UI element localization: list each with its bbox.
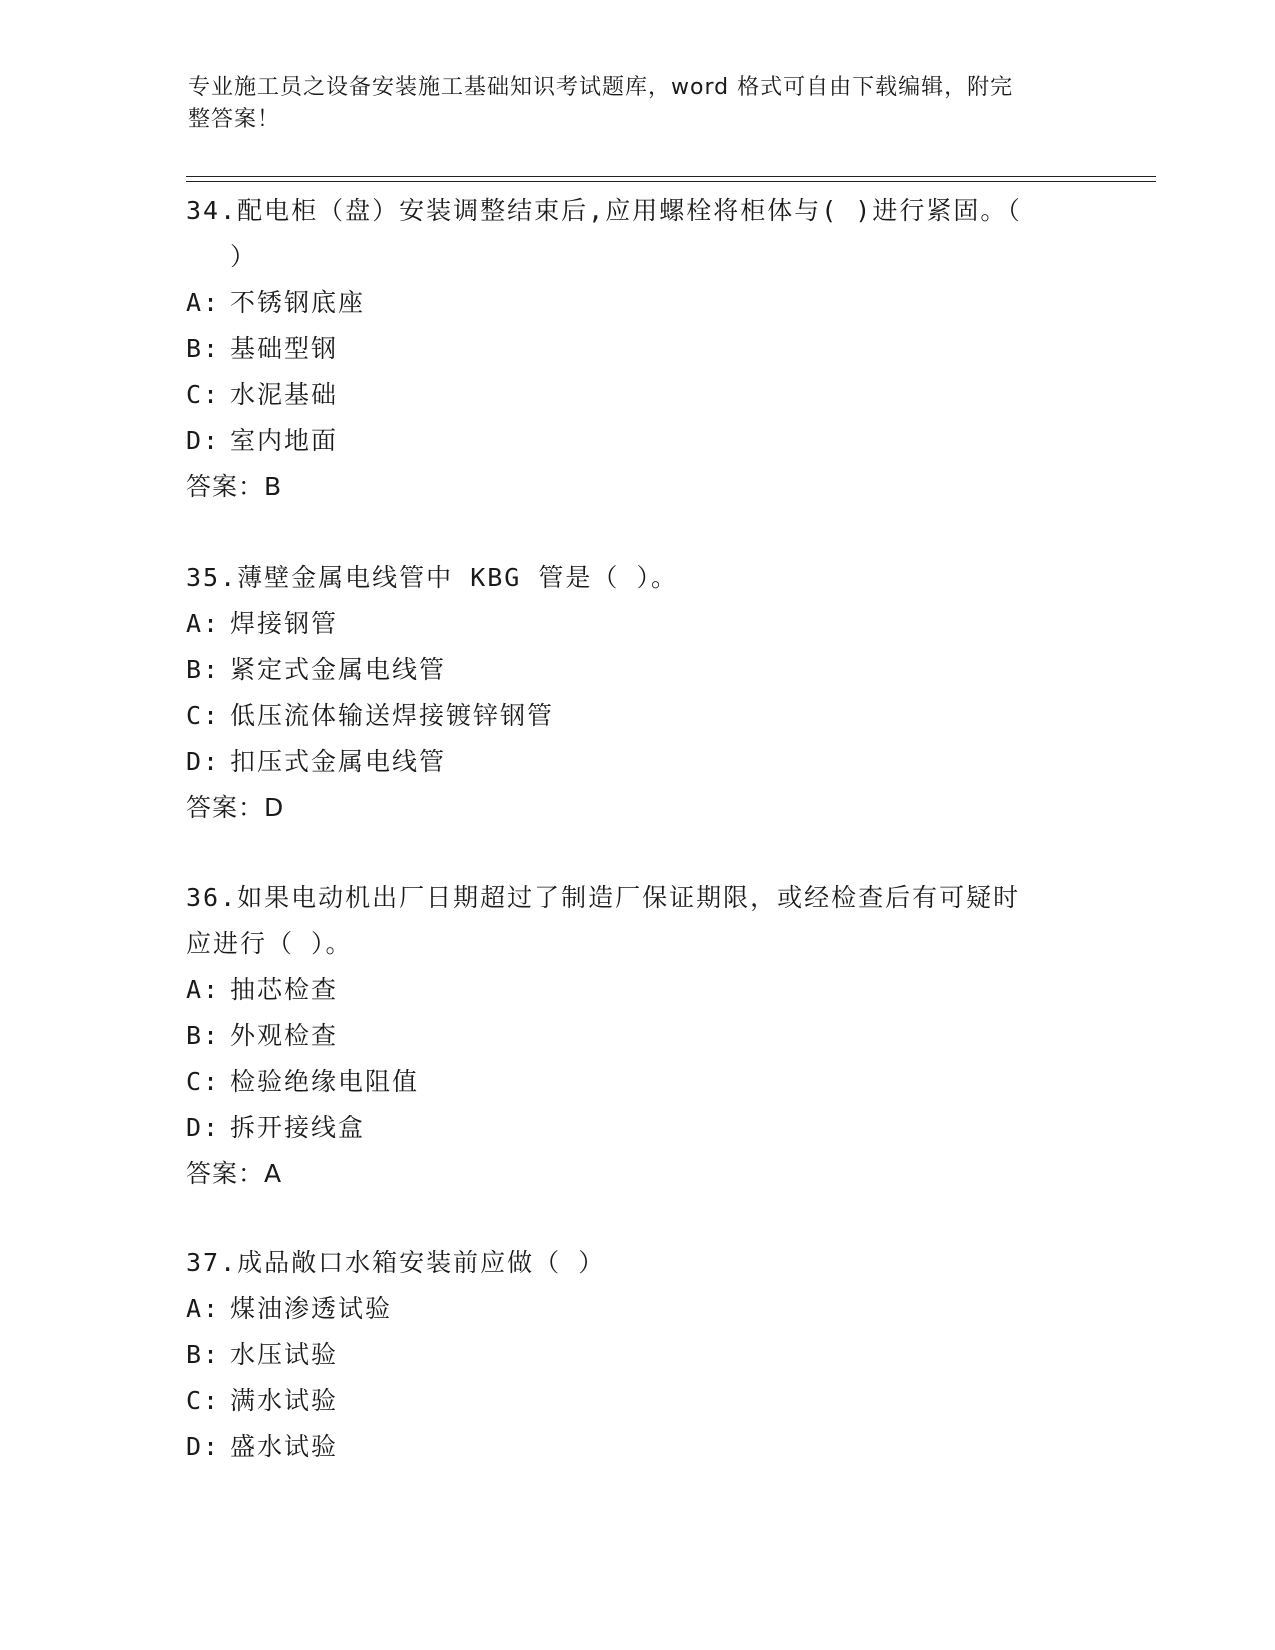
question-stem: 35.薄壁金属电线管中 KBG 管是（ ）。 xyxy=(186,563,678,592)
question-34 xyxy=(186,188,1086,510)
option-label: C: xyxy=(186,380,221,409)
header-divider-bottom xyxy=(186,181,1156,182)
option-text: 检验绝缘电阻值 xyxy=(230,1067,420,1096)
option-label: C: xyxy=(186,1067,221,1096)
option-text: 水泥基础 xyxy=(230,380,339,409)
option-label: A: xyxy=(186,975,221,1004)
option-text: 低压流体输送焊接镀锌钢管 xyxy=(230,701,555,730)
option-d xyxy=(186,1105,1086,1151)
option-text: 基础型钢 xyxy=(230,334,339,363)
option-d xyxy=(186,739,1086,785)
question-stem-continuation: 应进行（ ）。 xyxy=(186,929,353,958)
option-label: B: xyxy=(186,1021,221,1050)
option-text: 煤油渗透试验 xyxy=(230,1294,393,1323)
option-label: D: xyxy=(186,1432,221,1461)
question-stem: 34.配电柜（盘）安装调整结束后,应用螺栓将柜体与( )进行紧固。（ xyxy=(186,196,1022,225)
option-a xyxy=(186,1286,1086,1332)
option-label: B: xyxy=(186,334,221,363)
question-37 xyxy=(186,1240,1086,1470)
option-text: 不锈钢底座 xyxy=(230,288,366,317)
option-text: 抽芯检查 xyxy=(230,975,339,1004)
option-label: B: xyxy=(186,655,221,684)
option-label: A: xyxy=(186,609,221,638)
option-c xyxy=(186,372,1086,418)
option-text: 拆开接线盒 xyxy=(230,1113,366,1142)
option-text: 室内地面 xyxy=(230,426,339,455)
header-line-1: 专业施工员之设备安装施工基础知识考试题库，word 格式可自由下载编辑，附完 xyxy=(188,75,1014,100)
option-label: A: xyxy=(186,1294,221,1323)
header-divider-top xyxy=(186,176,1156,177)
option-text: 扣压式金属电线管 xyxy=(230,747,447,776)
option-label: D: xyxy=(186,747,221,776)
option-text: 水压试验 xyxy=(230,1340,339,1369)
option-a xyxy=(186,280,1086,326)
option-d xyxy=(186,418,1086,464)
question-stem: 37.成品敞口水箱安装前应做（ ） xyxy=(186,1248,606,1277)
question-36 xyxy=(186,875,1086,1197)
question-35 xyxy=(186,555,1086,831)
option-b xyxy=(186,647,1086,693)
document-header xyxy=(188,72,1068,136)
option-a xyxy=(186,601,1086,647)
answer: 答案：B xyxy=(186,472,283,501)
answer: 答案：A xyxy=(186,1159,283,1188)
option-text: 盛水试验 xyxy=(230,1432,339,1461)
option-b xyxy=(186,1013,1086,1059)
option-c xyxy=(186,1378,1086,1424)
answer: 答案：D xyxy=(186,793,285,822)
option-label: C: xyxy=(186,701,221,730)
question-stem-continuation: ） xyxy=(230,242,258,271)
option-label: A: xyxy=(186,288,221,317)
option-label: D: xyxy=(186,426,221,455)
option-label: D: xyxy=(186,1113,221,1142)
question-stem: 36.如果电动机出厂日期超过了制造厂保证期限，或经检查后有可疑时 xyxy=(186,883,1021,912)
header-line-2: 整答案！ xyxy=(188,107,281,132)
option-label: C: xyxy=(186,1386,221,1415)
option-b xyxy=(186,1332,1086,1378)
option-text: 满水试验 xyxy=(230,1386,339,1415)
option-b xyxy=(186,326,1086,372)
option-text: 紧定式金属电线管 xyxy=(230,655,447,684)
option-c xyxy=(186,1059,1086,1105)
option-d xyxy=(186,1424,1086,1470)
option-label: B: xyxy=(186,1340,221,1369)
option-text: 焊接钢管 xyxy=(230,609,339,638)
option-text: 外观检查 xyxy=(230,1021,339,1050)
option-c xyxy=(186,693,1086,739)
option-a xyxy=(186,967,1086,1013)
